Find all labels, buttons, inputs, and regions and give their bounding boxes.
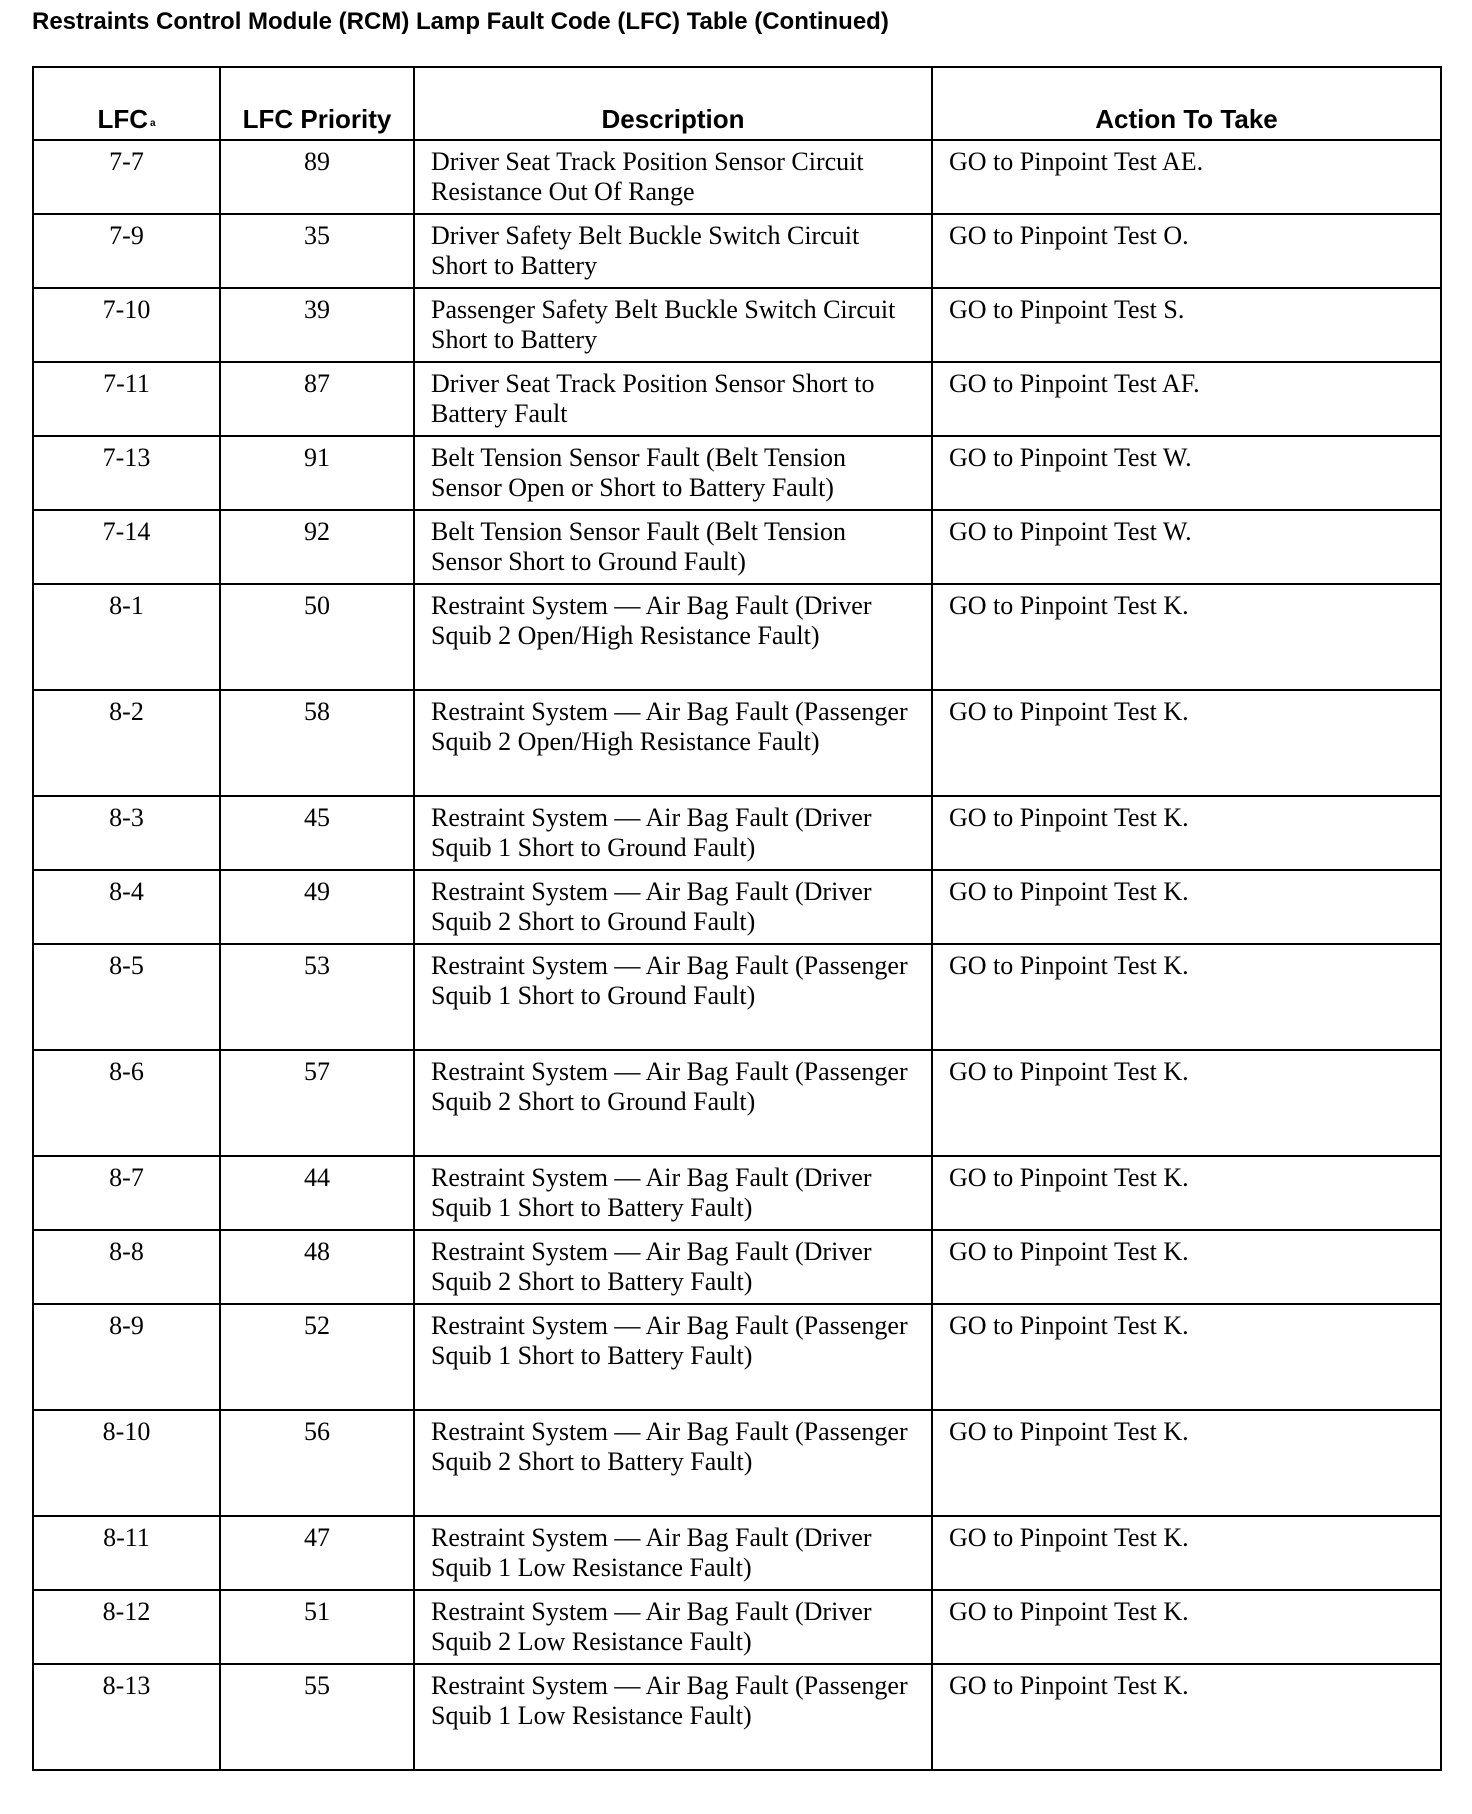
cell-description: Restraint System — Air Bag Fault (Driver Squib 2 Low Resistance Fault)	[414, 1590, 932, 1664]
cell-description: Restraint System — Air Bag Fault (Driver Squib 1 Short to Ground Fault)	[414, 796, 932, 870]
cell-priority: 57	[220, 1050, 414, 1156]
cell-lfc: 8-13	[33, 1664, 220, 1770]
cell-lfc: 7-9	[33, 214, 220, 288]
cell-action: GO to Pinpoint Test K.	[932, 1410, 1441, 1516]
table-row	[33, 1516, 1441, 1590]
cell-priority: 56	[220, 1410, 414, 1516]
table-row	[33, 1230, 1441, 1304]
table-row	[33, 944, 1441, 1050]
cell-priority: 47	[220, 1516, 414, 1590]
cell-action: GO to Pinpoint Test S.	[932, 288, 1441, 362]
table-body	[33, 140, 1441, 1770]
cell-lfc: 7-7	[33, 140, 220, 214]
table-row	[33, 796, 1441, 870]
cell-description: Driver Safety Belt Buckle Switch Circuit Short to Battery	[414, 214, 932, 288]
cell-lfc: 7-14	[33, 510, 220, 584]
page-title: Restraints Control Module (RCM) Lamp Fault Code (LFC) Table (Continued)	[32, 8, 889, 35]
cell-action: GO to Pinpoint Test AF.	[932, 362, 1441, 436]
header-lfc	[33, 67, 220, 140]
cell-description: Restraint System — Air Bag Fault (Passenger Squib 1 Low Resistance Fault)	[414, 1664, 932, 1770]
cell-description: Belt Tension Sensor Fault (Belt Tension Sensor Short to Ground Fault)	[414, 510, 932, 584]
table-row	[33, 870, 1441, 944]
cell-priority: 49	[220, 870, 414, 944]
table-row	[33, 436, 1441, 510]
cell-lfc: 7-11	[33, 362, 220, 436]
cell-priority: 52	[220, 1304, 414, 1410]
header-action: Action To Take	[932, 67, 1441, 140]
cell-action: GO to Pinpoint Test K.	[932, 690, 1441, 796]
cell-action: GO to Pinpoint Test K.	[932, 1156, 1441, 1230]
cell-description: Restraint System — Air Bag Fault (Driver Squib 2 Open/High Resistance Fault)	[414, 584, 932, 690]
cell-description: Driver Seat Track Position Sensor Circuit Resistance Out Of Range	[414, 140, 932, 214]
cell-description: Restraint System — Air Bag Fault (Driver Squib 2 Short to Battery Fault)	[414, 1230, 932, 1304]
table-row	[33, 1050, 1441, 1156]
cell-lfc: 8-2	[33, 690, 220, 796]
header-lfc-label: LFC	[97, 104, 148, 134]
cell-priority: 87	[220, 362, 414, 436]
cell-action: GO to Pinpoint Test K.	[932, 870, 1441, 944]
cell-action: GO to Pinpoint Test K.	[932, 1516, 1441, 1590]
table-row	[33, 510, 1441, 584]
cell-action: GO to Pinpoint Test O.	[932, 214, 1441, 288]
table-row	[33, 1304, 1441, 1410]
cell-lfc: 8-12	[33, 1590, 220, 1664]
cell-description: Restraint System — Air Bag Fault (Driver Squib 1 Low Resistance Fault)	[414, 1516, 932, 1590]
table-row	[33, 1156, 1441, 1230]
cell-priority: 50	[220, 584, 414, 690]
cell-lfc: 8-4	[33, 870, 220, 944]
cell-action: GO to Pinpoint Test K.	[932, 1304, 1441, 1410]
cell-lfc: 8-9	[33, 1304, 220, 1410]
cell-lfc: 8-1	[33, 584, 220, 690]
cell-description: Restraint System — Air Bag Fault (Passenger Squib 2 Open/High Resistance Fault)	[414, 690, 932, 796]
table-row	[33, 1590, 1441, 1664]
table-row	[33, 362, 1441, 436]
cell-description: Belt Tension Sensor Fault (Belt Tension Sensor Open or Short to Battery Fault)	[414, 436, 932, 510]
cell-priority: 91	[220, 436, 414, 510]
cell-priority: 51	[220, 1590, 414, 1664]
cell-action: GO to Pinpoint Test AE.	[932, 140, 1441, 214]
cell-priority: 58	[220, 690, 414, 796]
cell-lfc: 8-7	[33, 1156, 220, 1230]
cell-priority: 44	[220, 1156, 414, 1230]
cell-action: GO to Pinpoint Test W.	[932, 436, 1441, 510]
table-row	[33, 140, 1441, 214]
cell-description: Restraint System — Air Bag Fault (Passenger Squib 2 Short to Battery Fault)	[414, 1410, 932, 1516]
cell-description: Restraint System — Air Bag Fault (Driver Squib 2 Short to Ground Fault)	[414, 870, 932, 944]
cell-description: Restraint System — Air Bag Fault (Passenger Squib 2 Short to Ground Fault)	[414, 1050, 932, 1156]
cell-priority: 48	[220, 1230, 414, 1304]
cell-lfc: 8-6	[33, 1050, 220, 1156]
header-priority: LFC Priority	[220, 67, 414, 140]
cell-lfc: 8-11	[33, 1516, 220, 1590]
cell-action: GO to Pinpoint Test K.	[932, 796, 1441, 870]
cell-action: GO to Pinpoint Test K.	[932, 584, 1441, 690]
table-row	[33, 1664, 1441, 1770]
cell-priority: 55	[220, 1664, 414, 1770]
header-description: Description	[414, 67, 932, 140]
cell-lfc: 7-10	[33, 288, 220, 362]
cell-priority: 45	[220, 796, 414, 870]
table-row	[33, 690, 1441, 796]
cell-action: GO to Pinpoint Test K.	[932, 1664, 1441, 1770]
cell-description: Driver Seat Track Position Sensor Short to Battery Fault	[414, 362, 932, 436]
cell-description: Restraint System — Air Bag Fault (Driver Squib 1 Short to Battery Fault)	[414, 1156, 932, 1230]
cell-priority: 35	[220, 214, 414, 288]
cell-action: GO to Pinpoint Test K.	[932, 1050, 1441, 1156]
cell-lfc: 8-8	[33, 1230, 220, 1304]
lfc-table	[32, 66, 1442, 1771]
cell-action: GO to Pinpoint Test K.	[932, 1590, 1441, 1664]
cell-lfc: 8-10	[33, 1410, 220, 1516]
cell-description: Restraint System — Air Bag Fault (Passenger Squib 1 Short to Ground Fault)	[414, 944, 932, 1050]
table-row	[33, 288, 1441, 362]
cell-priority: 53	[220, 944, 414, 1050]
table-header-row	[33, 67, 1441, 140]
header-lfc-footnote: a	[149, 118, 156, 129]
table-row	[33, 584, 1441, 690]
cell-lfc: 8-5	[33, 944, 220, 1050]
cell-action: GO to Pinpoint Test K.	[932, 1230, 1441, 1304]
cell-description: Passenger Safety Belt Buckle Switch Circuit Short to Battery	[414, 288, 932, 362]
cell-priority: 39	[220, 288, 414, 362]
cell-lfc: 8-3	[33, 796, 220, 870]
cell-description: Restraint System — Air Bag Fault (Passenger Squib 1 Short to Battery Fault)	[414, 1304, 932, 1410]
cell-action: GO to Pinpoint Test W.	[932, 510, 1441, 584]
cell-priority: 92	[220, 510, 414, 584]
cell-action: GO to Pinpoint Test K.	[932, 944, 1441, 1050]
cell-lfc: 7-13	[33, 436, 220, 510]
cell-priority: 89	[220, 140, 414, 214]
table-row	[33, 214, 1441, 288]
table-row	[33, 1410, 1441, 1516]
